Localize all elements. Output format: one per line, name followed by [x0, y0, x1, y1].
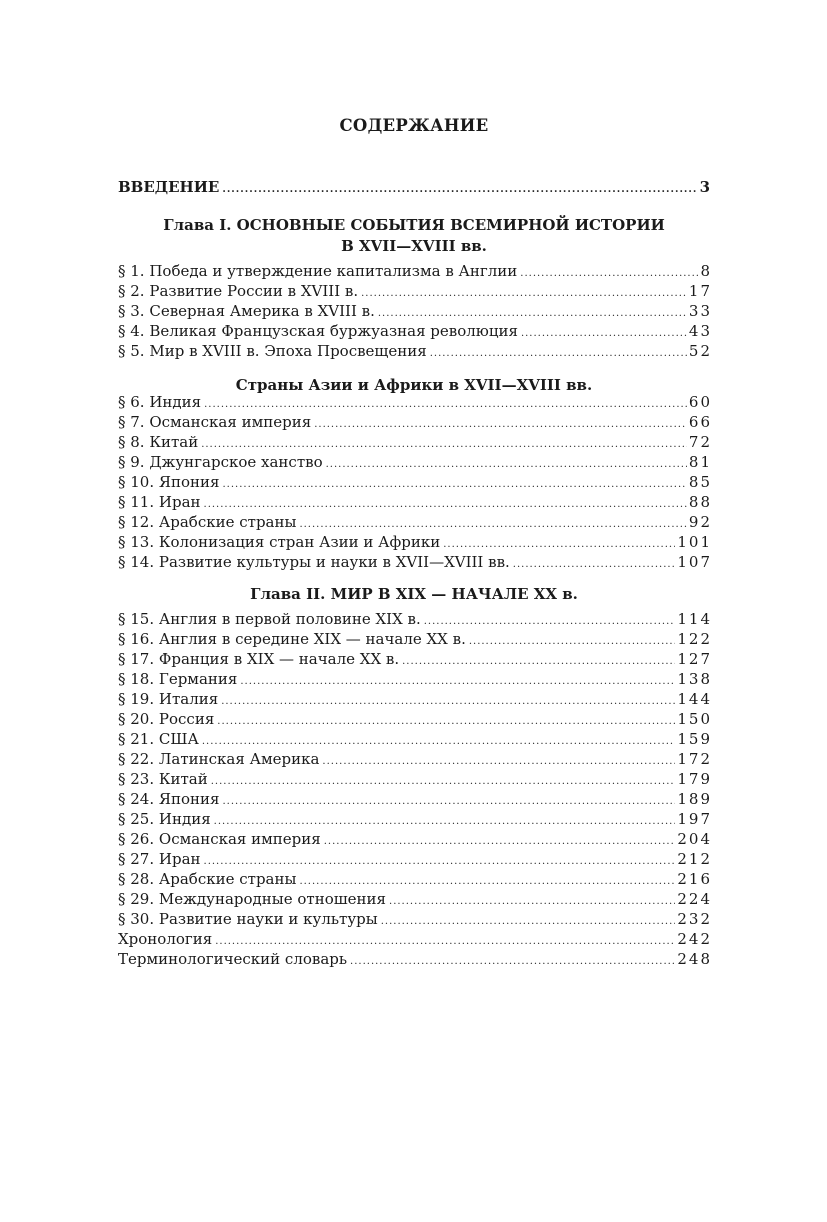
toc-entry[interactable]	[118, 452, 710, 472]
dot-leader	[204, 394, 687, 414]
toc-entry[interactable]	[118, 281, 710, 301]
dot-leader	[215, 931, 675, 951]
toc-entry-label: § 8. Китай	[118, 433, 199, 451]
dot-leader	[322, 751, 675, 771]
dot-leader	[350, 951, 675, 971]
dot-leader	[513, 554, 676, 574]
toc-entry-page: 8	[700, 262, 712, 280]
toc-entry-label: § 18. Германия	[118, 670, 238, 688]
toc-entry-page: 107	[677, 553, 712, 571]
toc-entry-label: § 23. Китай	[118, 770, 208, 788]
chapter1-heading-line2: В XVII—XVIII вв.	[341, 237, 487, 255]
toc-entry[interactable]	[118, 729, 710, 749]
toc-entry-page: 172	[677, 750, 712, 768]
toc-entry-page: 248	[677, 950, 712, 968]
dot-leader	[469, 631, 676, 651]
toc-entry-page: 122	[677, 630, 712, 648]
toc-entry-label: § 16. Англия в середине XIX — начале XX в.	[118, 630, 466, 648]
toc-entry[interactable]	[118, 472, 710, 492]
dot-leader	[521, 323, 687, 343]
toc-entry[interactable]	[118, 909, 710, 929]
toc-entry-label: § 19. Италия	[118, 690, 219, 708]
dot-leader	[402, 651, 675, 671]
toc-entry[interactable]	[118, 552, 710, 572]
toc-entry-page: 60	[688, 393, 712, 411]
toc-entry[interactable]	[118, 609, 710, 629]
toc-entry[interactable]	[118, 829, 710, 849]
toc-entry[interactable]	[118, 929, 710, 949]
dot-leader	[389, 891, 675, 911]
toc-entry-page: 52	[688, 342, 712, 360]
dot-leader	[204, 851, 676, 871]
toc-entry-page: 101	[677, 533, 712, 551]
toc-entry-page: 159	[677, 730, 712, 748]
toc-entry-label: § 1. Победа и утверждение капитализма в Англии	[118, 262, 518, 280]
toc-entry[interactable]	[118, 689, 710, 709]
dot-leader	[443, 534, 675, 554]
toc-entry-label: § 3. Северная Америка в XVIII в.	[118, 302, 375, 320]
toc-entry-label: § 2. Развитие России в XVIII в.	[118, 282, 359, 300]
toc-entry-intro[interactable]	[118, 177, 710, 197]
toc-entry-label: § 29. Международные отношения	[118, 890, 387, 908]
toc-entry[interactable]	[118, 492, 710, 512]
toc-entry-label: § 24. Япония	[118, 790, 220, 808]
toc-entry-page: 81	[688, 453, 712, 471]
toc-entry[interactable]	[118, 789, 710, 809]
toc-entry-label: § 10. Япония	[118, 473, 220, 491]
toc-entry[interactable]	[118, 321, 710, 341]
toc-entry-page: 204	[677, 830, 712, 848]
toc-entry-page: 197	[677, 810, 712, 828]
toc-entry-label: Терминологический словарь	[118, 950, 348, 968]
toc-entry-page: 212	[677, 850, 712, 868]
toc-entry-label: § 6. Индия	[118, 393, 202, 411]
toc-entry-page: 92	[688, 513, 712, 531]
toc-entry-label: Хронология	[118, 930, 213, 948]
toc-entry[interactable]	[118, 809, 710, 829]
toc-entry-page: 43	[688, 322, 712, 340]
dot-leader	[378, 303, 687, 323]
toc-entry-page: 127	[677, 650, 712, 668]
toc-entry-label: § 11. Иран	[118, 493, 201, 511]
toc-entry-page: 150	[677, 710, 712, 728]
toc-entry-page: 66	[688, 413, 712, 431]
asia-heading: Страны Азии и Африки в XVII—XVIII вв.	[235, 376, 593, 394]
toc-entry[interactable]	[118, 512, 710, 532]
toc-entry-page: 88	[688, 493, 712, 511]
toc-entry-page: 3	[699, 178, 712, 196]
toc-entry-page: 17	[688, 282, 712, 300]
toc-entry-label: § 30. Развитие науки и культуры	[118, 910, 378, 928]
toc-entry-label: § 25. Индия	[118, 810, 211, 828]
toc-entry[interactable]	[118, 949, 710, 969]
toc-entry-label: § 15. Англия в первой половине XIX в.	[118, 610, 421, 628]
toc-entry-page: 224	[677, 890, 712, 908]
dot-leader	[361, 283, 687, 303]
toc-entry-page: 232	[677, 910, 712, 928]
dot-leader	[299, 871, 675, 891]
toc-entry-page: 242	[677, 930, 712, 948]
toc-entry-page: 144	[677, 690, 712, 708]
dot-leader	[314, 414, 687, 434]
dot-leader	[222, 179, 697, 199]
toc-entry[interactable]	[118, 869, 710, 889]
toc-entry[interactable]	[118, 261, 710, 281]
toc-entry-label: § 27. Иран	[118, 850, 201, 868]
dot-leader	[211, 771, 676, 791]
toc-entry-page: 85	[688, 473, 712, 491]
dot-leader	[204, 494, 687, 514]
toc-entry-label: § 26. Османская империя	[118, 830, 321, 848]
toc-entry-label: § 13. Колонизация стран Азии и Африки	[118, 533, 441, 551]
toc-entry[interactable]	[118, 749, 710, 769]
toc-entry[interactable]	[118, 769, 710, 789]
dot-leader	[430, 343, 687, 363]
toc-entry-page: 33	[688, 302, 712, 320]
toc-entry-page: 189	[677, 790, 712, 808]
dot-leader	[324, 831, 676, 851]
toc-entry-label: § 9. Джунгарское ханство	[118, 453, 323, 471]
toc-entry-page: 216	[677, 870, 712, 888]
toc-entry-page: 114	[677, 610, 712, 628]
toc-entry[interactable]	[118, 392, 710, 412]
dot-leader	[299, 514, 686, 534]
toc-entry-label: § 20. Россия	[118, 710, 215, 728]
toc-entry-label: § 17. Франция в XIX — начале XX в.	[118, 650, 400, 668]
dot-leader	[240, 671, 675, 691]
toc-entry-label: ВВЕДЕНИЕ	[118, 178, 220, 196]
toc-entry-page: 179	[677, 770, 712, 788]
toc-entry[interactable]	[118, 629, 710, 649]
dot-leader	[424, 611, 676, 631]
toc-entry-page: 138	[677, 670, 712, 688]
toc-entry-label: § 7. Османская империя	[118, 413, 312, 431]
dot-leader	[201, 434, 687, 454]
toc-entry-label: § 4. Великая Французская буржуазная революция	[118, 322, 518, 340]
toc-entry[interactable]	[118, 301, 710, 321]
dot-leader	[223, 791, 676, 811]
toc-entry[interactable]	[118, 341, 710, 361]
dot-leader	[520, 263, 698, 283]
chapter1-heading: Глава I. ОСНОВНЫЕ СОБЫТИЯ ВСЕМИРНОЙ ИСТОРИИ	[163, 216, 665, 234]
dot-leader	[202, 731, 676, 751]
toc-entry[interactable]	[118, 412, 710, 432]
toc-entry-label: § 5. Мир в XVIII в. Эпоха Просвещения	[118, 342, 427, 360]
page-title: СОДЕРЖАНИЕ	[339, 116, 489, 135]
dot-leader	[381, 911, 676, 931]
toc-entry[interactable]	[118, 432, 710, 452]
toc-entry[interactable]	[118, 709, 710, 729]
dot-leader	[217, 711, 675, 731]
dot-leader	[221, 691, 675, 711]
dot-leader	[326, 454, 687, 474]
toc-entry[interactable]	[118, 669, 710, 689]
toc-entry-label: § 14. Развитие культуры и науки в XVII—XVIII вв.	[118, 553, 510, 571]
toc-entry[interactable]	[118, 849, 710, 869]
toc-entry[interactable]	[118, 532, 710, 552]
toc-entry-label: § 12. Арабские страны	[118, 513, 297, 531]
toc-entry-page: 72	[688, 433, 712, 451]
toc-entry-label: § 22. Латинская Америка	[118, 750, 320, 768]
toc-entry-label: § 28. Арабские страны	[118, 870, 297, 888]
dot-leader	[214, 811, 676, 831]
toc-entry[interactable]	[118, 889, 710, 909]
toc-entry-label: § 21. США	[118, 730, 199, 748]
dot-leader	[223, 474, 687, 494]
toc-entry[interactable]	[118, 649, 710, 669]
chapter2-heading: Глава II. МИР В XIX — НАЧАЛЕ XX в.	[250, 585, 578, 603]
